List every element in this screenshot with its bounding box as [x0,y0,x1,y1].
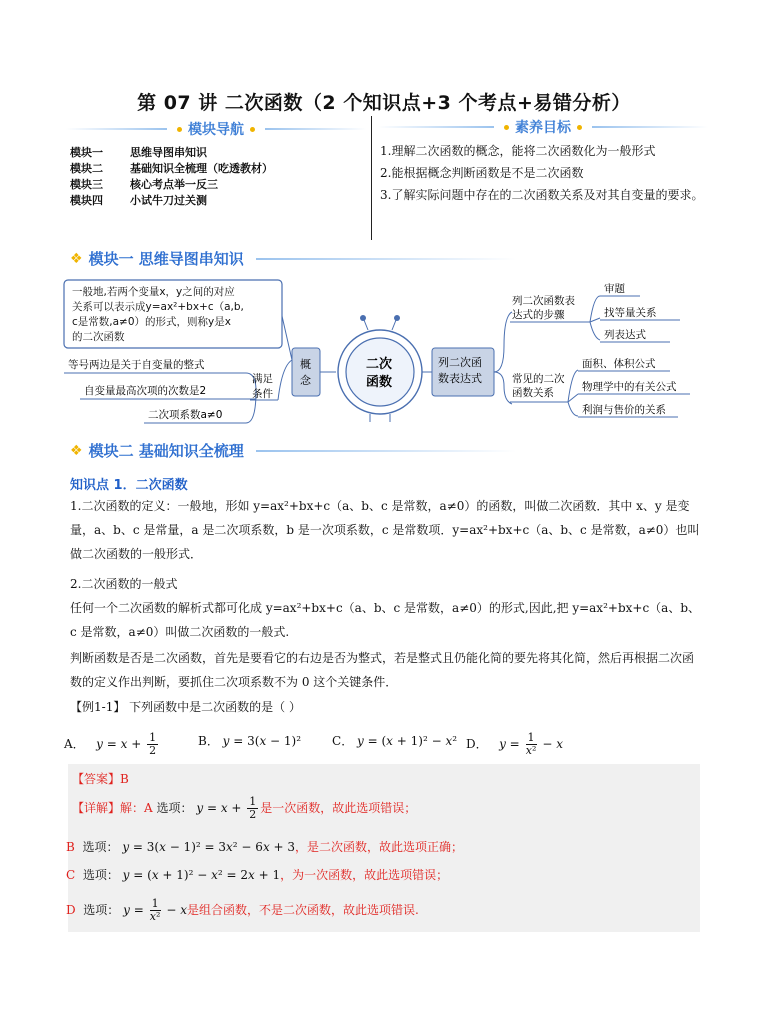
mm-relations-label: 常见的二次函数关系 [512,373,565,399]
module-nav-item[interactable]: 模块三 核心考点举一反三 [70,178,218,191]
general-form-paragraph: 任何一个二次函数的解析式都可化成 y=ax²+bx+c（a、b、c 是常数，a≠0）的形式,因此,把 y=ax²+bx+c（a、b、c 是常数，a≠0）叫做二次函数的一般式. [70,601,701,639]
definition-paragraph: 1.二次函数的定义：一般地，形如 y=ax²+bx+c（a、b、c 是常数，a≠0）的函数，叫做二次函数．其中 x、y 是变量，a、b、c 是常量，a 是二次项系数，b 是一次项系数，c 是常数项．y=ax²+bx+c（a、b、c 是常数，a≠0）也叫做二次函数的一般形式． [70,499,700,561]
diamond-icon: ❖ [70,250,83,267]
general-form-heading: 2.二次函数的一般式 [70,577,178,591]
answer-line: 【答案】B [72,772,129,786]
mm-step-1: 审题 [604,283,625,295]
page-title: 第 07 讲 二次函数（2 个知识点+3 个考点+易错分析） [137,92,631,114]
mm-relation-3: 利润与售价的关系 [582,404,666,416]
example-label: 【例1-1】 [70,700,126,714]
example-text: 下列函数中是二次函数的是（ ） [129,700,301,714]
knowledge-point-title: 知识点 1．二次函数 [70,478,188,493]
module-nav-item[interactable]: 模块四 小试牛刀过关测 [70,194,207,207]
mm-concept-box [292,348,320,396]
module-nav-item[interactable]: 模块二 基础知识全梳理（吃透教材） [70,162,273,175]
mind-map [60,276,710,426]
diamond-icon: ❖ [70,442,83,459]
detail-line-c: C 选项： y = (x + 1)² − x² = 2x + 1，为一次函数，故此选项错误； [66,868,449,882]
mm-concept-label: 概念 [300,358,311,387]
mm-center-label: 二次函数 [366,357,393,390]
example-question [70,698,301,715]
answer-value: B [120,772,129,786]
option-d[interactable]: D． y = $\frac{1}{\text{x²}}$ − x [466,731,564,757]
column-divider [371,116,372,240]
mm-condition-2: 自变量最高次项的次数是2 [84,385,207,397]
mm-center-inner [346,338,414,406]
module-nav-list [70,145,273,209]
goals-list [380,140,710,206]
detail-line-a: 【详解】解：A 选项： y = x + $\frac{1}{2}$ 是一次函数，故此选项错误； [72,795,417,821]
mm-step-3: 列表达式 [604,329,646,341]
mm-conditions-label: 满足条件 [252,373,273,400]
detail-line-b: B 选项： y = 3(x − 1)² = 3x² − 6x + 3，是二次函数，故此选项正确； [66,840,464,854]
goal-item: 1.理解二次函数的概念，能将二次函数化为一般形式 [380,144,656,158]
detail-line-d: D 选项： y = $\frac{1}{\text{x²}}$ − x是组合函数，不是二次函数，故此选项错误. [66,897,419,923]
module-nav-item[interactable]: 模块一 思维导图串知识 [70,146,207,159]
goals-label: 素养目标 [515,120,571,136]
mm-definition-text: 一般地,若两个变量x，y之间的对应 关系可以表示成y=ax²+bx+c（a,b, c是常数,a≠0）的形式，则称y是x 的二次函数 [72,286,244,343]
goal-item: 3.了解实际问题中存在的二次函数关系及对其自变量的要求。 [380,188,704,202]
mm-condition-3: 二次项系数a≠0 [148,409,223,421]
mm-condition-1: 等号两边是关于自变量的整式 [68,359,205,371]
mm-right-label: 列二次函数表达式 [438,356,482,385]
mm-relation-1: 面积、体积公式 [582,358,656,370]
mm-step-2: 找等量关系 [604,307,657,319]
module-nav-label: 模块导航 [188,122,244,138]
section2-heading: ❖ 模块二 基础知识全梳理 [70,440,516,461]
mm-steps-label: 列二次函数表达式的步骤 [512,295,575,321]
goal-item: 2.能根据概念判断函数是不是二次函数 [380,166,584,180]
goals-banner [378,118,708,136]
option-b[interactable]: B． y = 3(x − 1)² [198,734,302,748]
module-nav-banner [66,120,366,138]
section1-heading: ❖ 模块一 思维导图串知识 [70,248,516,269]
mm-relation-2: 物理学中的有关公式 [582,381,677,393]
option-a[interactable]: A． y = x + $\frac{1}{2}$ [64,731,157,757]
judgement-paragraph: 判断函数是否是二次函数，首先是要看它的右边是否为整式，若是整式且仍能化简的要先将其化简，然后再根据二次函数的定义作出判断，要抓住二次项系数不为 0 这个关键条件． [70,651,695,689]
option-c[interactable]: C． y = (x + 1)² − x² [332,734,458,748]
